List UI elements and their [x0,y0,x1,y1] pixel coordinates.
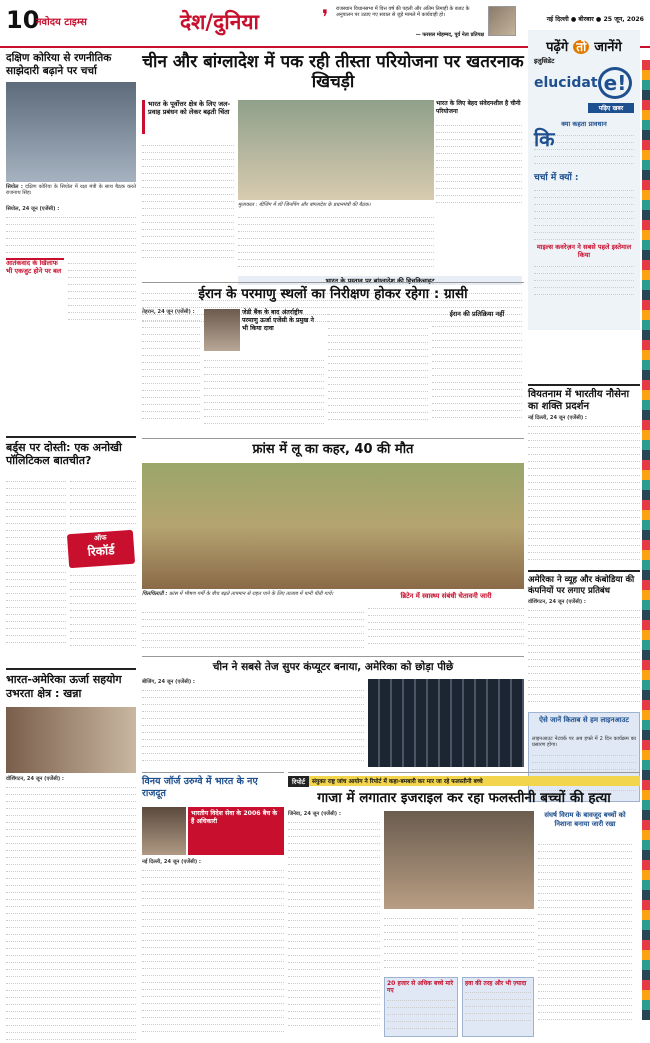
teesta-subhead: भारत के प्रस्ताव पर बांग्लादेश की हिचकिचाहट [238,276,522,285]
promo-line1a: पढ़ेंगे [546,40,569,55]
us-cambodia-dateline: वॉशिंगटन, 24 जून (एजेंसी) : [528,599,586,605]
france-headline: फ्रांस में लू का कहर, 40 की मौत [252,442,414,457]
korea-photo [6,82,136,182]
vietnam-story [528,384,640,564]
vinay-box-label: भारतीय विदेश सेवा के 2006 बैच के हैं अधिकारी [191,810,278,825]
teesta-kicker: भारत के पूर्वोत्तर क्षेत्र के लिए जल-प्रवाह प्रबंधन को लेकर बढ़ती चिंता [142,100,234,134]
off-record-bottom: रिकॉर्ड [87,543,115,559]
iran-photo [204,309,240,351]
section-title: देश/दुनिया [180,10,259,34]
promo-logo-tail: e! [598,67,632,99]
supercomputer-headline: चीन ने सबसे तेज सुपर कंप्यूटर बनाया, अमेरिका को छोड़ा पीछे [212,661,454,673]
vinay-dateline: नई दिल्ली, 24 जून (एजेंसी) : [142,859,201,865]
author-photo [488,6,516,36]
korea-dateline: सियोल, 24 जून (एजेंसी) : [6,206,60,212]
iran-kicker: जेडी बैंक के बाद अंतर्राष्ट्रीय परमाणु ऊर्जा एजेंसी के प्रमुख ने भी किया दावा [242,309,314,332]
gaza-box1 [384,977,458,1037]
page-number: 10 [6,6,40,34]
france-caption-label: चिलचिलाती : [142,591,168,597]
teesta-photo-caption: मुलाकात : बीजिंग में शी जिनपिंग और बांग्लादेश के प्रधानमंत्री की बैठक। [238,202,371,208]
supercomputer-dateline: बीजिंग, 24 जून (एजेंसी) : [142,679,195,685]
off-record-top: ऑफ [93,533,107,543]
gaza-box2-head: हवा की तरह और भी ज़्यादा [465,980,527,987]
france-photo [142,463,524,589]
dateline: नई दिल्ली ● बीरबार ● 25 जून, 2026 [546,16,644,23]
promo-line1b: तो [573,40,589,54]
teesta-photo [238,100,434,200]
energy-headline: भारत-अमेरिका ऊर्जा सहयोग उभरता क्षेत्र : खन्ना [6,673,122,700]
vinay-box [188,807,284,855]
korea-caption-label: सियोल : [6,184,23,190]
iran-dateline: तेहरान, 24 जून (एजेंसी) : [142,309,195,315]
korea-headline: दक्षिण कोरिया से रणनीतिक साझेदारी बढ़ाने पर चर्चा [6,52,112,77]
france-caption: फ्रांस में भीषण गर्मी के बीच बढ़ते तापमान से राहत पाने के लिए तालाब में पानी पीती गायें। [169,591,334,597]
iran-headline: ईरान के परमाणु स्थलों का निरीक्षण होकर रहेगा : ग्रासी [198,286,468,302]
us-cambodia-headline: अमेरिका ने व्यूह और कंबोडिया की कंपनियों पर लगाए प्रतिबंध [528,575,635,596]
promo-dropcap: कि [534,127,555,151]
masthead-quote: राजस्थान विधानसभा में वित्त वर्ष की पहली और अंतिम तिमाही के बजट के अनुपालन पर उठाए गए सवाल से जुड़े मामले में कार्यवाही हो। [336,6,470,19]
gaza-story [288,772,640,1038]
vinay-photo [142,807,186,855]
gaza-box1-head: 20 हजार से अधिक बच्चे मारे गए [387,980,454,995]
vietnam-headline: वियतनाम में भारतीय नौसेना का शक्ति प्रदर्शन [528,389,630,412]
iran-story [142,282,524,432]
dosti-story [6,436,136,661]
dosti-headline: बर्ड्स पर दोस्ती: एक अनोखी पॉलिटिकल बातचीत? [6,441,122,467]
teesta-headline: चीन और बांग्लादेश में पक रही तीस्ता परियोजना पर खतरनाक खिचड़ी [142,52,524,92]
promo-charcha: चर्चा में क्यों : [534,173,579,183]
linout-headline: ऐसे जानें किताब से हम लाइनआउट [539,716,629,724]
vietnam-dateline: नई दिल्ली, 24 जून (एजेंसी) : [528,415,587,421]
korea-pullquote: आतंकवाद के खिलाफ भी एकजुट होने पर बल [6,258,64,288]
korea-caption: दक्षिण कोरिया के सियोल में रक्षा मंत्री के साथ बैठक करते राजनाथ सिंह। [6,184,136,197]
color-register-strip [642,60,650,1020]
supercomputer-photo [368,679,524,767]
sidebar-promo [528,30,640,330]
gaza-kicker-label: रिपोर्ट [288,776,309,787]
gaza-kicker: संयुक्त राष्ट्र जांच आयोग ने रिपोर्ट में कहा-बमबारी कर मार जा रहे फलस्तीनी बच्चे [309,776,640,786]
promo-explain-head: क्या कहता प्रावधान [561,120,607,128]
promo-tag: पढ़िए खबर [588,103,634,113]
energy-photo [6,707,136,773]
promo-brand-label: इलुसिडेट [534,57,555,65]
gaza-box2 [462,977,534,1037]
promo-box-title: माइल्स कवरेज़न ने सबसे पहले इस्तेमाल किया [536,243,632,259]
vinay-headline: विनय जॉर्ज उरुग्वे में भारत के नए राजदूत [142,776,258,799]
vinay-story [142,772,284,1038]
promo-line1c: जानेंगे [594,40,622,55]
france-story [142,438,524,652]
promo-logo: elucidat [534,75,598,91]
britain-head: ब्रिटेन में स्वास्थ्य संबंधी चेतावनी जारी [400,592,492,600]
quote-author: — फरसल मोहम्मद, पूर्व नेता प्रतिपक्ष [415,32,484,38]
gaza-photo [384,811,534,909]
us-cambodia-story [528,570,640,710]
supercomputer-story [142,656,524,768]
gaza-headline: गाजा में लगातार इजराइल कर रहा फलस्तीनी बच्चों की हत्या [317,790,611,806]
energy-dateline: वॉशिंगटन, 24 जून (एजेंसी) : [6,776,64,782]
off-record-badge [67,530,135,569]
gaza-dateline: जिनेवा, 24 जून (एजेंसी) : [288,811,341,817]
linout-body: लाइनआउट नेटवर्क पर अब हफ्ते में 2 दिन कार्यक्रम का प्रसारण होगा। [532,736,636,749]
iran-side-head: ईरान की प्रतिक्रिया नहीं [449,310,505,318]
quote-mark-icon: ❜ [322,5,329,29]
paper-name: नवोदय टाइम्स [36,17,87,28]
energy-story [6,668,136,1038]
teesta-sub1: भारत के लिए बेहद संवेदनशील है चीनी परियोजना [436,100,521,115]
gaza-side-head: संघर्ष विराम के बावजूद बच्चों को निशाना बनाया जारी रखा [544,811,626,828]
korea-story [6,52,136,327]
